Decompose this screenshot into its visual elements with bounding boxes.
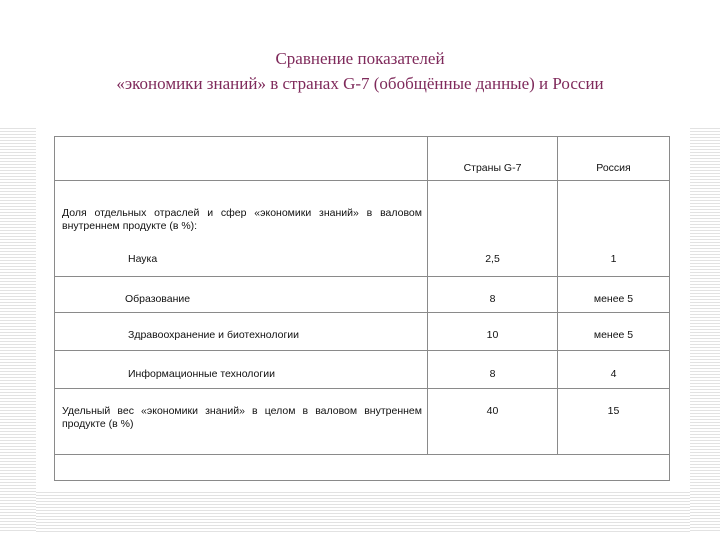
row-label: Здравоохранение и биотехнологии bbox=[128, 329, 300, 341]
header-cell-russia bbox=[558, 137, 669, 180]
decorative-stripes-bottom bbox=[36, 492, 690, 533]
slide-title bbox=[40, 46, 680, 96]
decorative-stripes-left bbox=[0, 128, 36, 533]
row-label-cell bbox=[55, 277, 428, 312]
g7-value: 8 bbox=[489, 368, 496, 380]
table-row-empty bbox=[55, 455, 669, 480]
title-line-1: Сравнение показателей bbox=[275, 49, 445, 68]
russia-value: менее 5 bbox=[593, 293, 634, 305]
column-header-russia: Россия bbox=[596, 162, 631, 174]
g7-value-cell bbox=[428, 181, 558, 276]
table-header-row bbox=[55, 137, 669, 181]
g7-value-cell bbox=[428, 313, 558, 350]
russia-value: 15 bbox=[607, 405, 620, 417]
table-row-science bbox=[55, 181, 669, 277]
russia-value: менее 5 bbox=[593, 329, 634, 341]
g7-value: 10 bbox=[486, 329, 499, 341]
column-header-g7: Страны G-7 bbox=[463, 162, 522, 174]
russia-value: 4 bbox=[610, 368, 617, 380]
table-row-healthcare bbox=[55, 313, 669, 351]
g7-value-cell bbox=[428, 277, 558, 312]
row-label-cell bbox=[55, 313, 428, 350]
g7-value: 8 bbox=[489, 293, 496, 305]
g7-value: 2,5 bbox=[485, 253, 500, 265]
russia-value: 1 bbox=[610, 253, 617, 265]
row-label: Удельный вес «экономики знаний» в целом в валовом внутреннем продукте (в %) bbox=[62, 405, 422, 430]
row-label: Информационные технологии bbox=[128, 368, 275, 380]
g7-value: 40 bbox=[486, 405, 499, 417]
table-row-it bbox=[55, 351, 669, 389]
row-label-cell bbox=[55, 351, 428, 388]
row-label-cell bbox=[55, 389, 428, 454]
table-row-total bbox=[55, 389, 669, 455]
row-label-cell bbox=[55, 181, 428, 276]
russia-value-cell bbox=[558, 181, 669, 276]
row-label: Наука bbox=[128, 253, 158, 265]
title-line-2: «экономики знаний» в странах G-7 (обобщённые данные) и России bbox=[116, 74, 604, 93]
russia-value-cell bbox=[558, 389, 669, 454]
decorative-stripes-right bbox=[690, 128, 720, 533]
header-cell-g7 bbox=[428, 137, 558, 180]
g7-value-cell bbox=[428, 389, 558, 454]
russia-value-cell bbox=[558, 277, 669, 312]
g7-value-cell bbox=[428, 351, 558, 388]
row-label: Образование bbox=[125, 293, 191, 305]
header-cell-empty bbox=[55, 137, 428, 180]
comparison-table bbox=[54, 136, 670, 481]
section-header: Доля отдельных отраслей и сфер «экономики знаний» в валовом внутреннем продукте (в %): bbox=[62, 207, 422, 232]
russia-value-cell bbox=[558, 351, 669, 388]
russia-value-cell bbox=[558, 313, 669, 350]
table-row-education bbox=[55, 277, 669, 313]
